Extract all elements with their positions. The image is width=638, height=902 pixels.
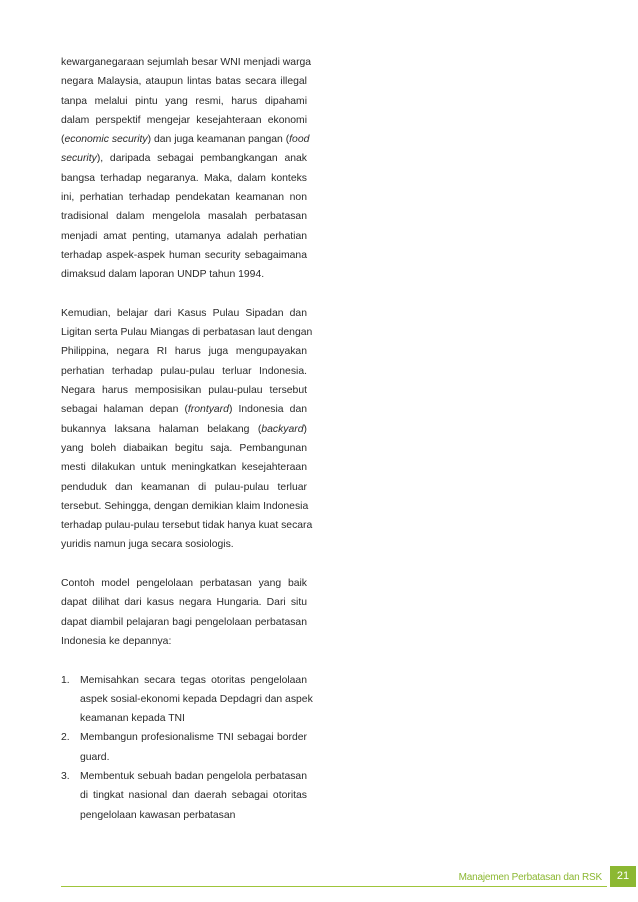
- text-line: Negara harus memposisikan pulau-pulau tersebut: [61, 385, 307, 397]
- text-line: security), daripada sebagai pembangkangan anak: [61, 153, 307, 165]
- text-line: dimaksud dalam laporan UNDP tahun 1994.: [61, 269, 265, 281]
- list-item: [61, 767, 307, 825]
- list-number: 2.: [61, 732, 70, 744]
- text-line: yuridis namun juga secara sosiologis.: [61, 539, 234, 551]
- text-line: perhatian terhadap pulau-pulau terluar Indonesia.: [61, 365, 307, 377]
- text-line: tersebut. Sehingga, dengan demikian klaim Indonesia: [61, 500, 309, 512]
- paragraph: [61, 574, 307, 651]
- list-item-line: aspek sosial-ekonomi kepada Depdagri dan aspek: [80, 693, 313, 705]
- text-line: bangsa terhadap negaranya. Maka, dalam konteks: [61, 172, 307, 184]
- text-line: Philippina, negara RI harus juga mengupayakan: [61, 346, 307, 358]
- text-line: tradisional dalam mengelola masalah perbatasan: [61, 211, 307, 223]
- page-number: 21: [610, 866, 636, 887]
- list-number: 3.: [61, 770, 70, 782]
- numbered-list: [61, 671, 313, 825]
- text-line: Contoh model pengelolaan perbatasan yang baik: [61, 578, 307, 590]
- list-item-line: keamanan kepada TNI: [80, 713, 185, 725]
- list-item-line: Membentuk sebuah badan pengelola perbatasan: [80, 770, 307, 782]
- list-item-line: di tingkat nasional dan daerah sebagai otoritas: [80, 790, 307, 802]
- text-line: penduduk dan keamanan di pulau-pulau terluar: [61, 481, 307, 493]
- paragraphs: [61, 53, 313, 651]
- paragraph: [61, 53, 312, 285]
- footer-title: Manajemen Perbatasan dan RSK: [458, 872, 602, 883]
- text-line: (economic security) dan juga keamanan pangan (food: [61, 134, 310, 146]
- text-line: dalam perspektif mengejar kesejahteraan ekonomi: [61, 114, 307, 126]
- text-line: mesti dilakukan untuk meningkatkan kesejahteraan: [61, 462, 307, 474]
- text-line: terhadap pulau-pulau tersebut tidak hanya kuat secara: [61, 520, 313, 532]
- list-item-line: Memisahkan secara tegas otoritas pengelolaan: [80, 674, 307, 686]
- text-line: ini, perhatian terhadap pendekatan keamanan non: [61, 192, 307, 204]
- text-line: terhadap aspek-aspek human security sebagaimana: [61, 249, 307, 261]
- list-item: [61, 671, 313, 729]
- list-item-line: pengelolaan kawasan perbatasan: [80, 809, 236, 821]
- text-line: yang boleh diabaikan begitu saja. Pembangunan: [61, 442, 307, 454]
- text-line: Indonesia ke depannya:: [61, 635, 172, 647]
- text-line: bukannya laksana halaman belakang (backyard): [61, 423, 307, 435]
- body-text: [61, 53, 313, 825]
- paragraph: [61, 304, 313, 555]
- text-line: kewarganegaraan sejumlah besar WNI menjadi warga: [61, 57, 312, 68]
- text-line: dapat dilihat dari kasus negara Hungaria. Dari situ: [61, 597, 307, 609]
- list-item: [61, 728, 307, 767]
- text-line: tanpa melalui pintu yang resmi, harus dipahami: [61, 95, 307, 107]
- list-item-line: guard.: [80, 751, 110, 763]
- text-line: Kemudian, belajar dari Kasus Pulau Sipadan dan: [61, 307, 307, 319]
- list-item-line: Membangun profesionalisme TNI sebagai border: [80, 732, 307, 744]
- text-line: menjadi amat penting, utamanya adalah perhatian: [61, 230, 307, 242]
- footer-rule: [61, 886, 607, 887]
- text-line: Ligitan serta Pulau Miangas di perbatasan laut dengan: [61, 327, 313, 339]
- text-line: sebagai halaman depan (frontyard) Indonesia dan: [61, 404, 307, 416]
- list-number: 1.: [61, 674, 70, 686]
- text-line: dapat diambil pelajaran bagi pengelolaan perbatasan: [61, 616, 307, 628]
- text-line: negara Malaysia, ataupun lintas batas secara illegal: [61, 76, 307, 88]
